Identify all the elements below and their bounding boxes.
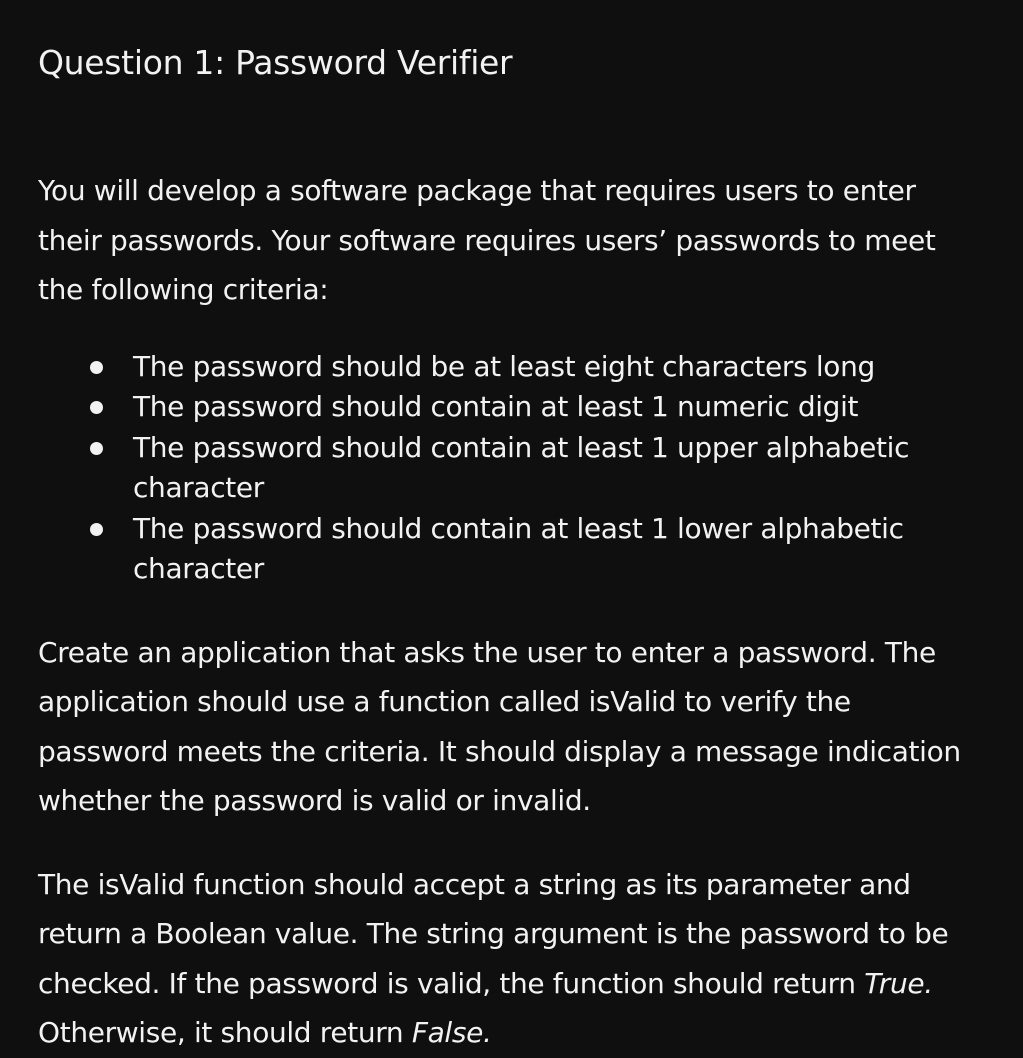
bullet-icon — [90, 442, 103, 455]
bullet-icon — [90, 401, 103, 414]
list-item — [133, 347, 983, 388]
intro-paragraph: You will develop a software package that requires users to enter their passwords. Your software requires users’ passwords to meet the following criteria: — [38, 174, 936, 306]
criterion-text: The password should contain at least 1 numeric digit — [133, 390, 859, 423]
list-item — [133, 509, 983, 590]
isvalid-text: The isValid function should accept a string as its parameter and return a Boolean value. The string argument is the password to be checked. If the password is valid, the function should return — [38, 867, 949, 1000]
false-keyword: False. — [411, 1016, 492, 1049]
question-title: Question 1: Password Verifier — [38, 43, 513, 82]
criteria-list — [38, 347, 983, 590]
create-application-paragraph: Create an application that asks the user to enter a password. The application should use a function called isValid to verify the password meets the criteria. It should display a message indication whether the password is valid or invalid. — [38, 635, 961, 817]
true-keyword: True. — [864, 966, 933, 1000]
bullet-icon — [90, 361, 103, 374]
criterion-text: The password should be at least eight characters long — [133, 349, 875, 383]
bullet-icon — [90, 523, 103, 536]
list-item — [133, 387, 983, 428]
criterion-text: The password should contain at least 1 upper alphabetic character — [133, 430, 910, 504]
isvalid-text-middle: Otherwise, it should return — [38, 1016, 412, 1049]
isvalid-paragraph — [38, 860, 983, 1058]
criterion-text: The password should contain at least 1 lower alphabetic character — [133, 511, 904, 585]
list-item — [133, 428, 983, 509]
